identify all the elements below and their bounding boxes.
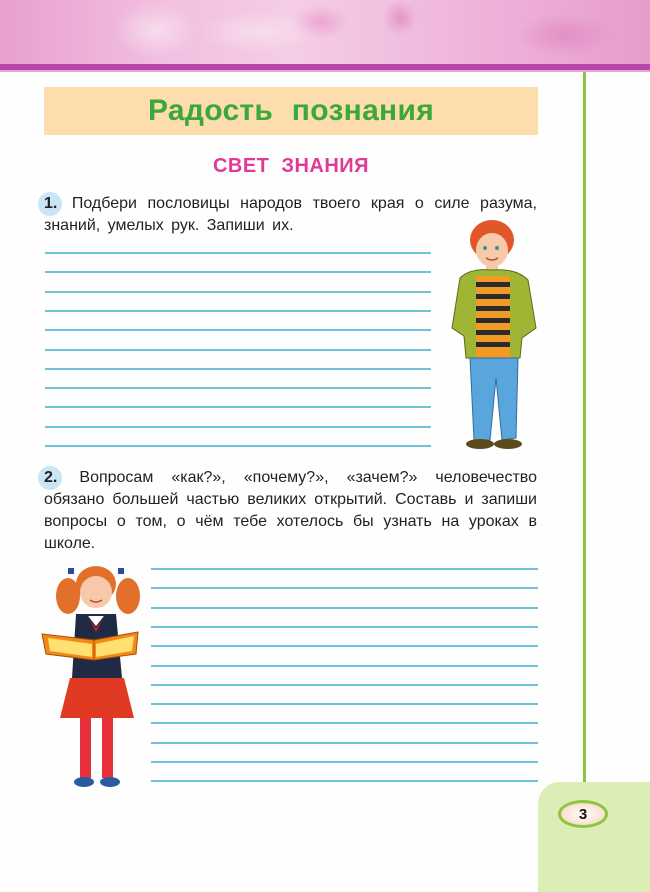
girl-with-book-illustration (38, 558, 148, 794)
page-title: Радость познания (147, 94, 435, 127)
answer-line[interactable] (45, 445, 431, 447)
answer-line[interactable] (151, 568, 538, 570)
answer-line[interactable] (45, 291, 431, 293)
answer-line[interactable] (45, 271, 431, 273)
task-text: Подбери пословицы народов твоего края о силе разума, знаний, умелых рук. Запиши их. (44, 195, 537, 234)
corner-panel (538, 782, 650, 892)
answer-line[interactable] (45, 387, 431, 389)
page-number-text: 3 (578, 805, 588, 823)
answer-line[interactable] (151, 761, 538, 763)
section-title: СВЕТ ЗНАНИЯ (212, 155, 370, 177)
answer-line[interactable] (151, 587, 538, 589)
answer-line[interactable] (151, 607, 538, 609)
answer-line[interactable] (151, 665, 538, 667)
boy-in-green-jacket-illustration (440, 218, 550, 454)
answer-line[interactable] (151, 684, 538, 686)
page-number (558, 800, 608, 828)
answer-line[interactable] (151, 780, 538, 782)
answer-lines-1[interactable] (45, 252, 431, 448)
header-banner (0, 0, 650, 64)
answer-line[interactable] (151, 626, 538, 628)
task-text: Вопросам «как?», «почему?», «зачем?» человечество обязано большей частью великих открытий. Составь и запиши вопросы о том, о чём тебе хотелось бы узнать на уроках в школе. (44, 469, 538, 552)
answer-line[interactable] (151, 645, 538, 647)
answer-line[interactable] (45, 329, 431, 331)
answer-line[interactable] (45, 349, 431, 351)
answer-line[interactable] (45, 406, 431, 408)
answer-lines-2[interactable] (151, 568, 538, 784)
page-title-bar (44, 87, 538, 135)
task-number-badge: 1. (44, 193, 57, 215)
answer-line[interactable] (45, 426, 431, 428)
margin-line (583, 72, 586, 802)
header-stripe-light (0, 70, 650, 72)
task-2 (44, 467, 537, 555)
task-number-badge: 2. (44, 467, 57, 489)
answer-line[interactable] (45, 252, 431, 254)
answer-line[interactable] (151, 703, 538, 705)
answer-line[interactable] (151, 722, 538, 724)
answer-line[interactable] (151, 742, 538, 744)
answer-line[interactable] (45, 368, 431, 370)
answer-line[interactable] (45, 310, 431, 312)
